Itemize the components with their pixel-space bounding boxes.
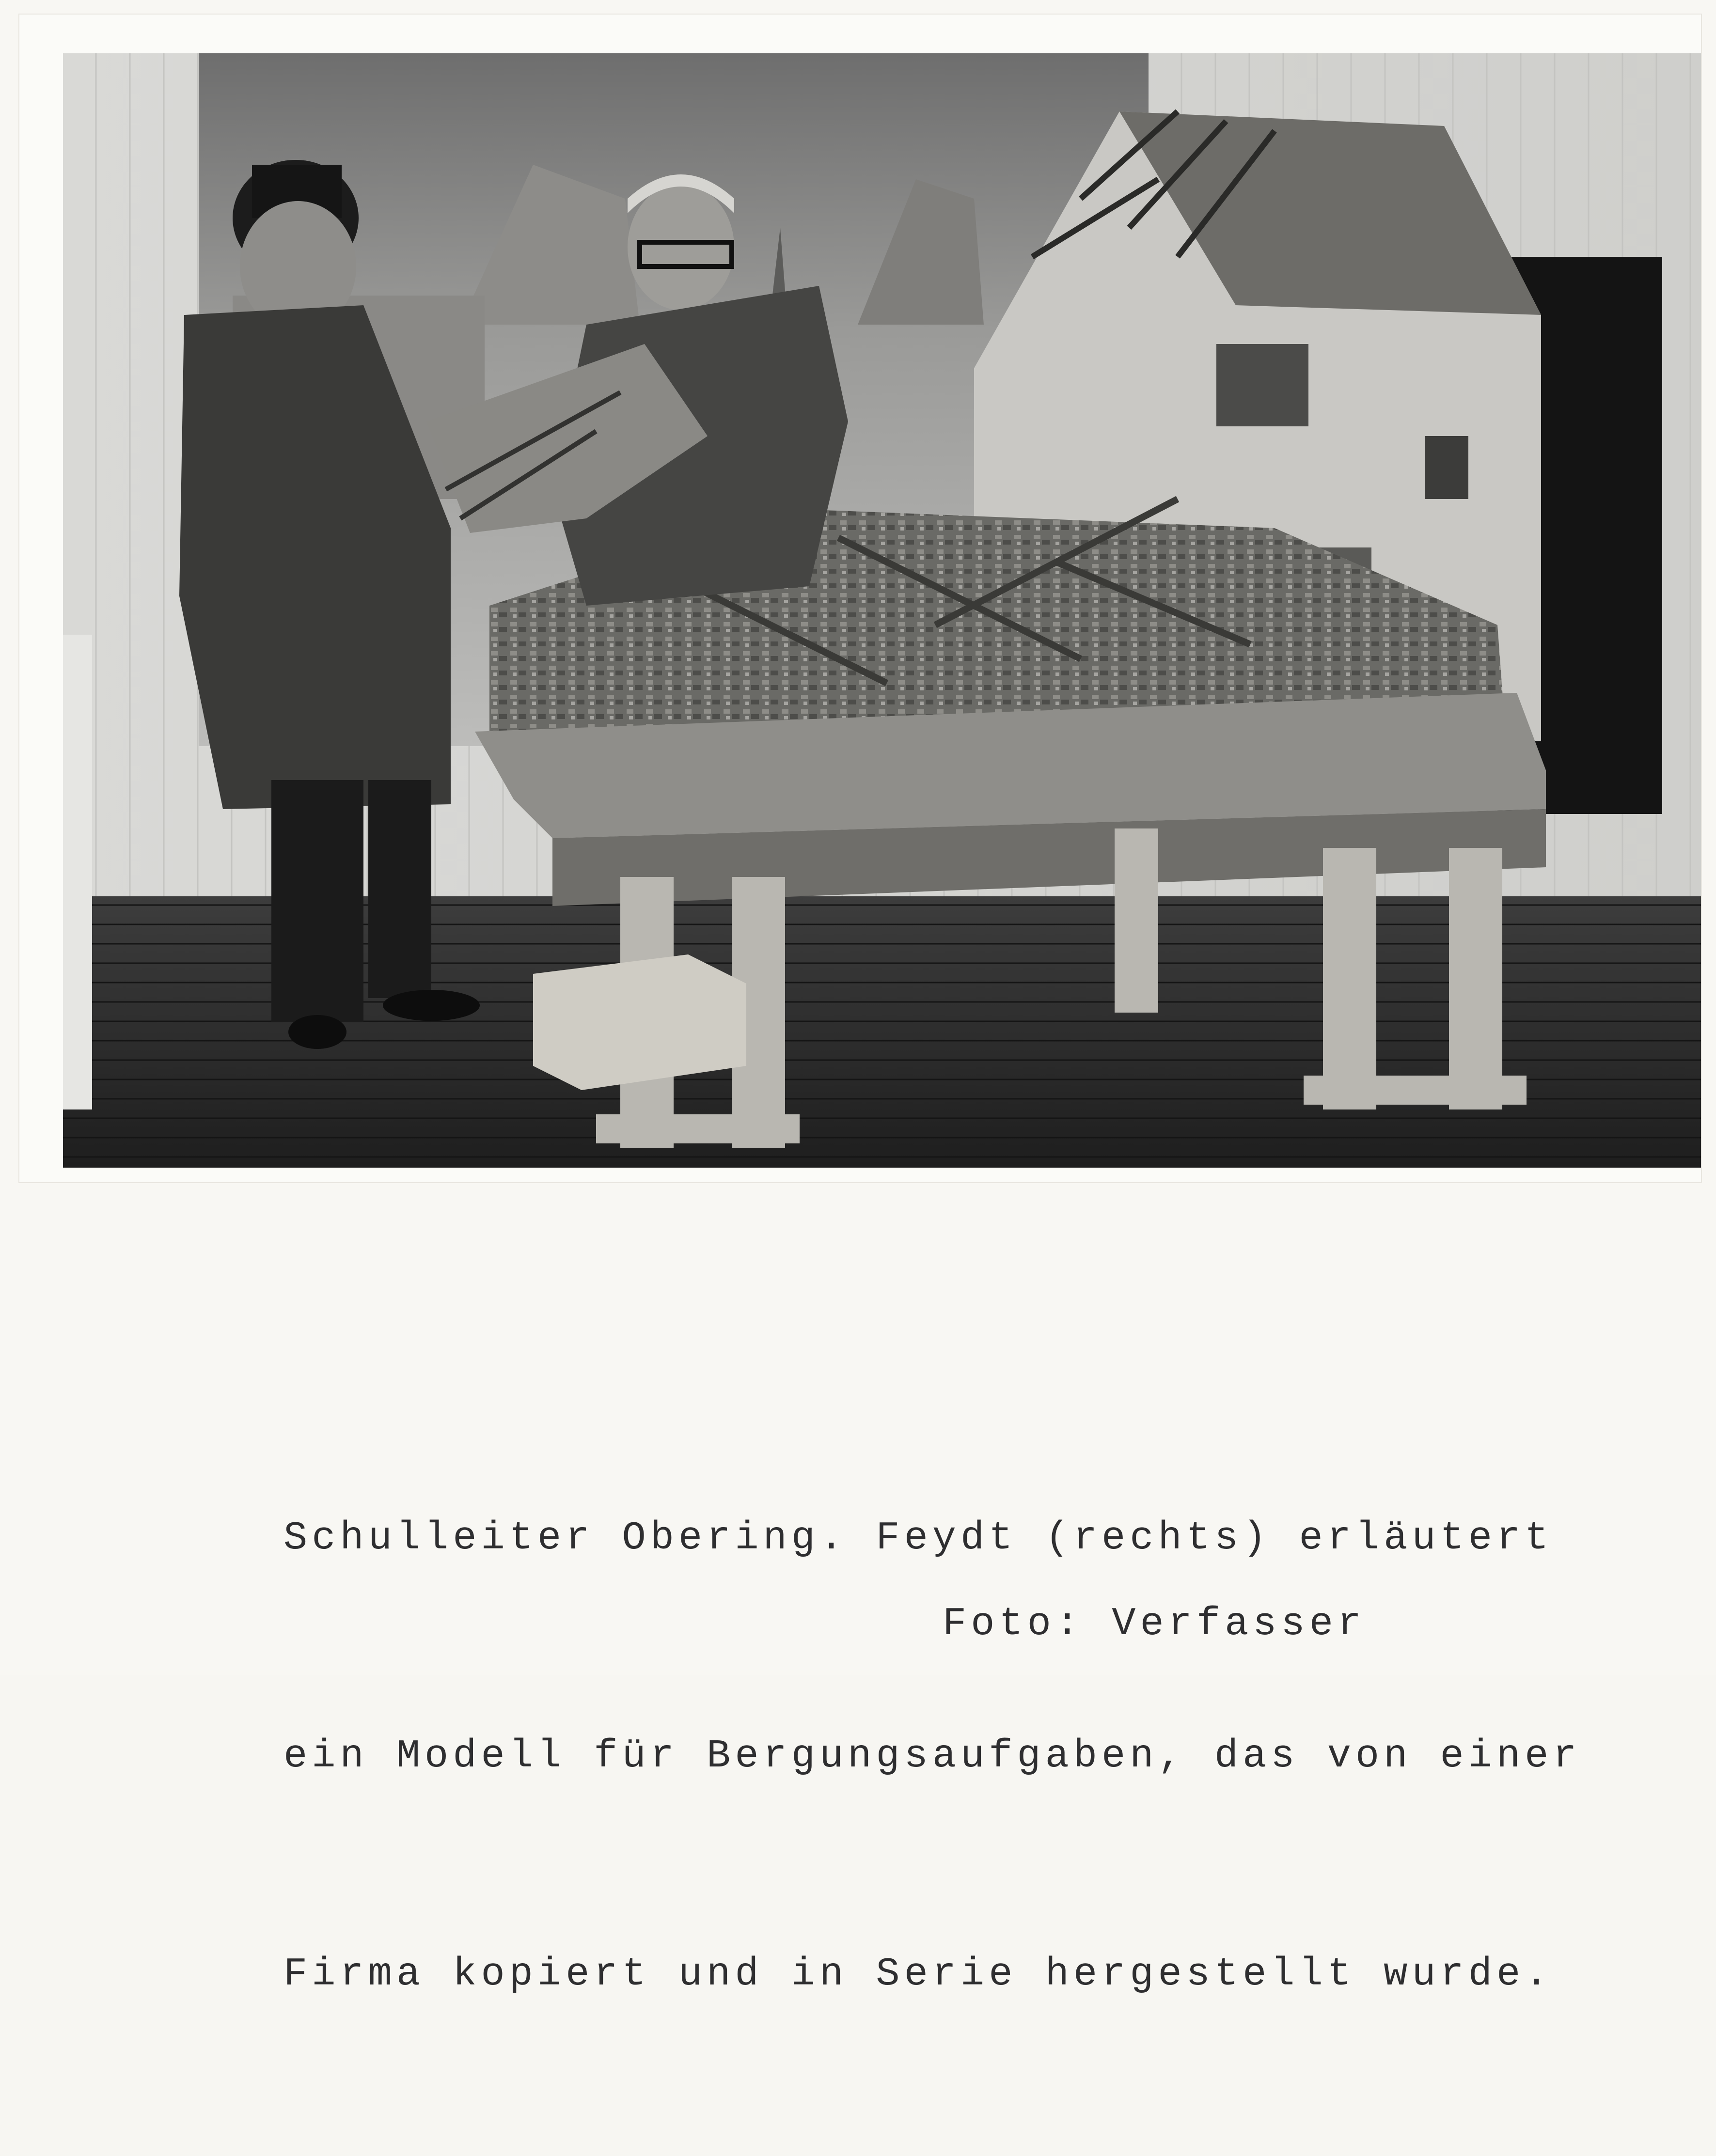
photo-credit: Foto: Verfasser: [943, 1601, 1366, 1646]
caption-line-2: ein Modell für Bergungsaufgaben, das von einer: [283, 1734, 1581, 1779]
caption-line-3: Firma kopiert und in Serie hergestellt wurde.: [283, 1952, 1553, 1997]
caption-line-1: Schulleiter Obering. Feydt (rechts) erläutert: [283, 1515, 1553, 1561]
photograph: [63, 53, 1701, 1168]
photo-frame: [19, 15, 1701, 1182]
photo-caption: [283, 1357, 1581, 2156]
